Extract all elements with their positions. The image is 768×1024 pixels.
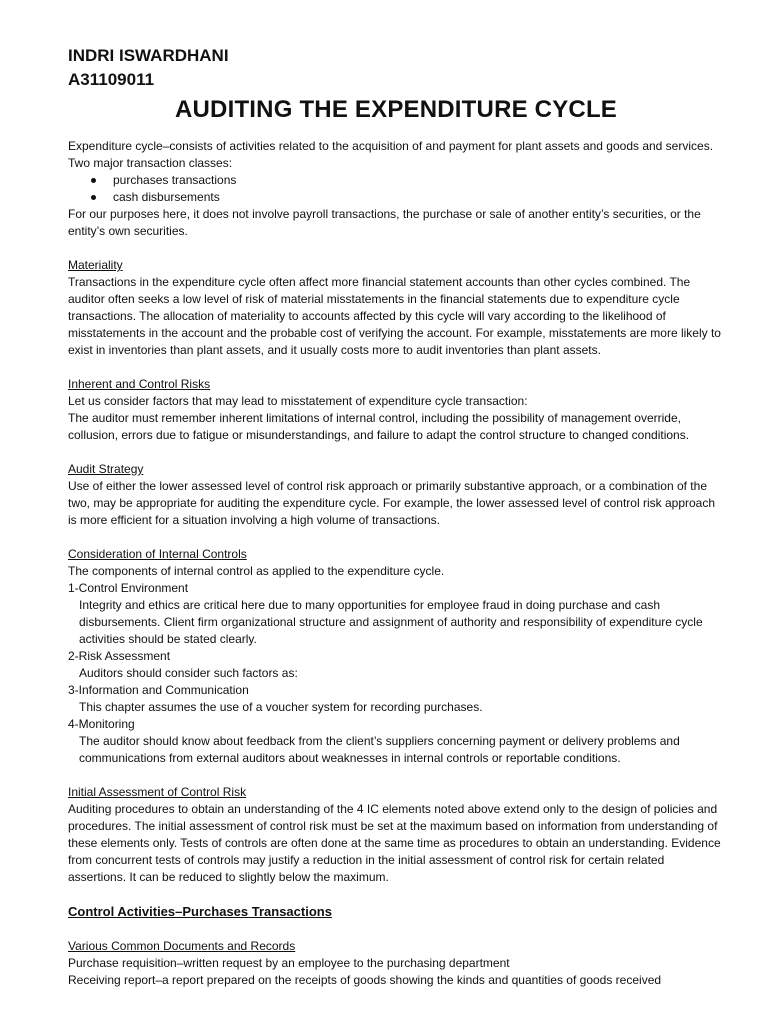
section-heading-internal-controls: Consideration of Internal Controls	[68, 547, 247, 561]
component-text: This chapter assumes the use of a voucher system for recording purchases.	[79, 700, 483, 714]
section-heading-control-activities: Control Activities–Purchases Transactions	[68, 904, 332, 919]
intro-paragraph-2: For our purposes here, it does not involve payroll transactions, the purchase or sale of another entity’s securities, or the entity’s own securities.	[68, 207, 701, 238]
strategy-text: Use of either the lower assessed level of control risk approach or primarily substantive approach, or a combination of the two, may be appropriate for auditing the expenditure cycle. For example, the lower assessed level of control risk approach is more efficient for a situation involving a high volume of transactions.	[68, 479, 716, 527]
section-heading-strategy: Audit Strategy	[68, 462, 144, 476]
intro-paragraph: Expenditure cycle–consists of activities related to the acquisition of and payment for plant assets and goods and services. Two major transaction classes:	[68, 139, 714, 170]
section-heading-initial-assessment: Initial Assessment of Control Risk	[68, 785, 247, 799]
page-title: AUDITING THE EXPENDITURE CYCLE	[174, 96, 618, 123]
initial-assessment-text: Auditing procedures to obtain an understanding of the 4 IC elements noted above extend only to the design of policies and procedures. The initial assessment of control risk must be set at the maximum based on information from understanding of these elements only. Tests of controls are often done at the same time as procedures to obtain an understanding. Evidence from concurrent tests of controls may justify a reduction in the initial assessment of control risk for certain related assertions. It can be reduced to slightly below the maximum.	[68, 802, 721, 884]
materiality-text: Transactions in the expenditure cycle often affect more financial statement accounts than other cycles combined. The auditor often seeks a low level of risk of material misstatements in the financial statements due to expenditure cycle transactions. The allocation of materiality to accounts affected by this cycle will vary according to the likelihood of misstatements in the account and the probable cost of verifying the account. For example, misstatements are more likely to exist in inventories than plant assets, and it usually costs more to audit inventories than plant assets.	[68, 275, 721, 357]
component-text: Integrity and ethics are critical here due to many opportunities for employee fraud in doing purchase and cash disbursements. Client firm organizational structure and assignment of authority and responsibility of expenditure cycle activities should be stated clearly.	[79, 598, 703, 646]
document-definition: Receiving report–a report prepared on the receipts of goods showing the kinds and quantities of goods received	[68, 973, 662, 987]
transaction-classes-list	[68, 172, 724, 206]
list-item: purchases transactions	[113, 172, 724, 189]
component-label: 4-Monitoring	[68, 717, 135, 731]
author-name: INDRI ISWARDHANI	[68, 46, 229, 65]
section-heading-materiality: Materiality	[68, 258, 123, 272]
section-heading-inherent: Inherent and Control Risks	[68, 377, 211, 391]
student-id: A31109011	[68, 70, 155, 89]
list-item: cash disbursements	[113, 189, 724, 206]
component-text: The auditor should know about feedback from the client’s suppliers concerning payment or delivery problems and communications from external auditors about weaknesses in internal controls or reportable conditions.	[79, 734, 680, 765]
inherent-line-1: Let us consider factors that may lead to misstatement of expenditure cycle transaction:	[68, 394, 528, 408]
component-text: Auditors should consider such factors as:	[79, 666, 298, 680]
component-label: 3-Information and Communication	[68, 683, 249, 697]
document-definition: Purchase requisition–written request by an employee to the purchasing department	[68, 956, 510, 970]
subheading-documents-records: Various Common Documents and Records	[68, 939, 296, 953]
internal-intro: The components of internal control as applied to the expenditure cycle.	[68, 564, 445, 578]
component-label: 1-Control Environment	[68, 581, 189, 595]
component-label: 2-Risk Assessment	[68, 649, 171, 663]
inherent-line-2: The auditor must remember inherent limitations of internal control, including the possibility of management override, collusion, errors due to fatigue or misunderstandings, and failure to adapt the control structure to changed conditions.	[68, 411, 690, 442]
